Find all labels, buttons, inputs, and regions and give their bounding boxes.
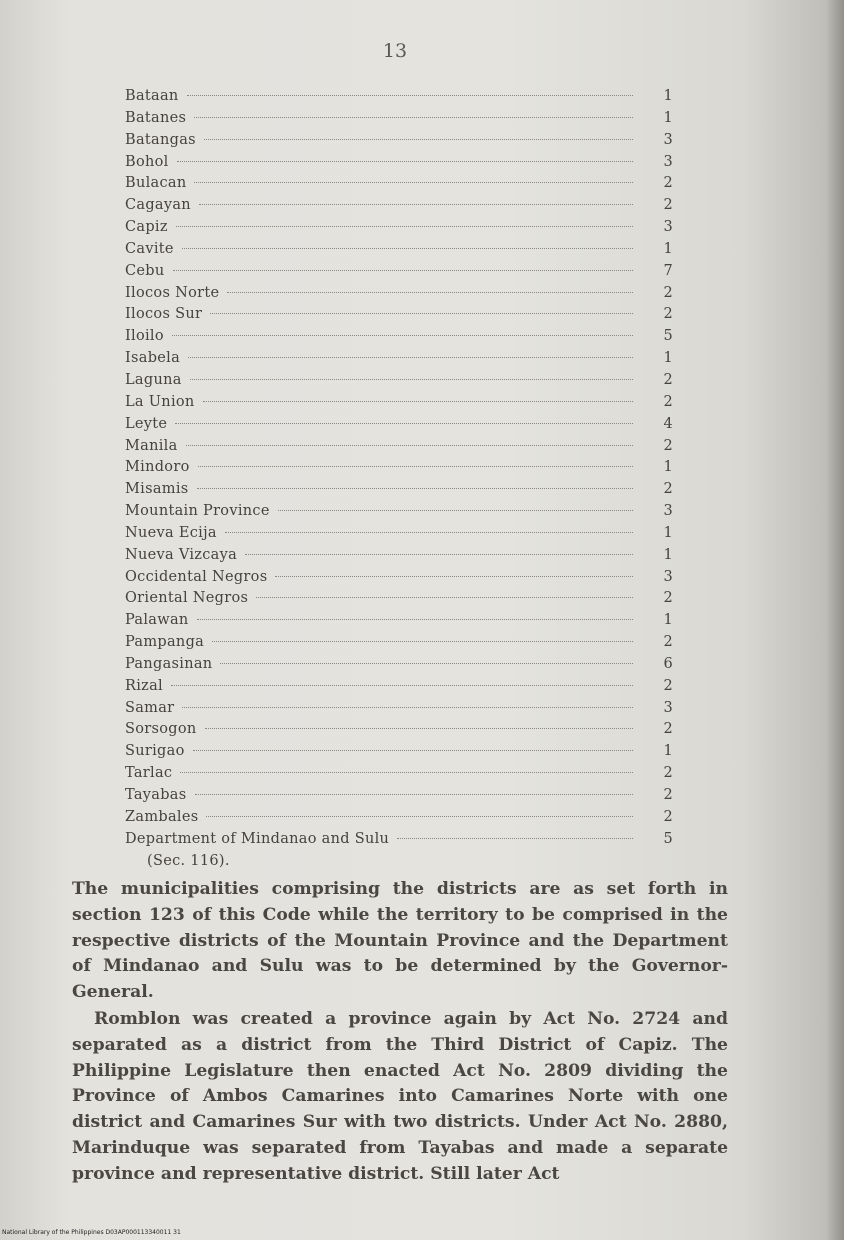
- province-name: Bataan: [125, 88, 179, 104]
- dot-leader: [194, 117, 633, 118]
- list-item: [125, 132, 673, 154]
- province-name: Oriental Negros: [125, 590, 249, 607]
- list-continuation: (Sec. 116).: [147, 852, 230, 869]
- province-district-list: [125, 88, 673, 875]
- district-count: 3: [663, 568, 673, 585]
- list-item: [125, 394, 673, 416]
- paragraph-municipalities: The municipalities comprising the districts are as set forth in section 123 of this Code while the territory to be comprised in the respective districts of the Mountain Province and the Department of Mindanao and Sulu was to be determined by the Governor-General.: [72, 879, 728, 1003]
- district-count: 1: [663, 612, 673, 629]
- district-count: 2: [663, 721, 673, 738]
- province-name: Cagayan: [125, 197, 191, 214]
- dot-leader: [204, 139, 633, 140]
- list-item: [125, 656, 673, 678]
- province-name: Misamis: [125, 481, 189, 498]
- list-item: [125, 459, 673, 481]
- province-name: Pampanga: [125, 634, 205, 651]
- dot-leader: [195, 794, 634, 795]
- dot-leader: [187, 95, 633, 96]
- list-item: [125, 634, 673, 656]
- dot-leader: [190, 379, 633, 380]
- province-name: Pangasinan: [125, 655, 213, 672]
- district-count: 1: [663, 88, 673, 104]
- district-count: 2: [663, 765, 673, 782]
- district-count: 2: [663, 197, 673, 214]
- district-count: 3: [663, 219, 673, 236]
- dot-leader: [197, 488, 634, 489]
- district-count: 4: [663, 415, 673, 432]
- list-item: [125, 612, 673, 634]
- province-name: Zambales: [125, 808, 199, 825]
- province-name: Cebu: [125, 262, 165, 279]
- list-item: [125, 569, 673, 591]
- list-item: [125, 372, 673, 394]
- district-count: 2: [663, 677, 673, 694]
- page-edge-shadow: [826, 0, 844, 1240]
- district-count: 2: [663, 393, 673, 410]
- list-item: [125, 175, 673, 197]
- district-count: 1: [663, 109, 673, 126]
- list-item: [125, 525, 673, 547]
- district-count: 1: [663, 350, 673, 367]
- district-count: 2: [663, 371, 673, 388]
- dot-leader: [227, 292, 633, 293]
- province-name: Bulacan: [125, 175, 187, 192]
- province-name: Ilocos Sur: [125, 306, 203, 323]
- province-name: Mindoro: [125, 459, 190, 476]
- dot-leader: [256, 597, 633, 598]
- district-count: 2: [663, 634, 673, 651]
- district-count: 5: [663, 830, 673, 847]
- district-count: 3: [663, 131, 673, 148]
- library-footer: National Library of the Philippines D03AP000113340011 31: [2, 1229, 181, 1236]
- district-count: 1: [663, 546, 673, 563]
- province-name: Department of Mindanao and Sulu: [125, 830, 390, 847]
- dot-leader: [172, 335, 633, 336]
- province-name: Tayabas: [125, 787, 187, 803]
- province-name: Nueva Ecija: [125, 524, 217, 541]
- list-item: [125, 547, 673, 569]
- district-count: 6: [663, 655, 673, 672]
- dot-leader: [220, 663, 633, 664]
- list-item: [125, 787, 673, 809]
- district-count: 1: [663, 459, 673, 476]
- province-name: Capiz: [125, 219, 168, 236]
- dot-leader: [203, 401, 633, 402]
- list-item: [125, 438, 673, 460]
- province-name: Manila: [125, 437, 178, 454]
- province-name: Iloilo: [125, 328, 164, 345]
- list-item: [125, 241, 673, 263]
- list-item: [125, 219, 673, 241]
- province-name: Rizal: [125, 677, 163, 694]
- district-count: 5: [663, 328, 673, 345]
- dot-leader: [205, 728, 633, 729]
- dot-leader: [186, 445, 633, 446]
- province-name: Surigao: [125, 743, 185, 760]
- province-name: Isabela: [125, 350, 181, 367]
- dot-leader: [225, 532, 633, 533]
- list-item: [125, 590, 673, 612]
- district-count: 2: [663, 437, 673, 454]
- dot-leader: [194, 182, 633, 183]
- province-name: Mountain Province: [125, 503, 270, 520]
- paragraph-romblon: Romblon was created a province again by Act No. 2724 and separated as a district from the Third District of Capiz. The Philippine Legislature then enacted Act No. 2809 dividing the Province of Ambos Camarines into Camarines Norte with one district and Camarines Sur with two districts. Under Act No. 2880, Marinduque was separated from Tayabas and made a separate province and representative district. Still later Act: [72, 1009, 728, 1184]
- list-item: [125, 721, 673, 743]
- dot-leader: [175, 423, 633, 424]
- list-item: [125, 416, 673, 438]
- list-item: [125, 285, 673, 307]
- dot-leader: [199, 204, 633, 205]
- list-item: [125, 197, 673, 219]
- dot-leader: [197, 619, 633, 620]
- list-item: [125, 809, 673, 831]
- province-name: Batangas: [125, 131, 196, 148]
- province-name: Sorsogon: [125, 721, 197, 738]
- dot-leader: [212, 641, 633, 642]
- list-item: [125, 831, 673, 853]
- province-name: Nueva Vizcaya: [125, 546, 238, 563]
- district-count: 2: [663, 808, 673, 825]
- province-name: Cavite: [125, 240, 174, 257]
- dot-leader: [275, 576, 633, 577]
- list-item: [125, 678, 673, 700]
- dot-leader: [182, 248, 633, 249]
- dot-leader: [278, 510, 633, 511]
- district-count: 2: [663, 481, 673, 498]
- dot-leader: [193, 750, 633, 751]
- list-item: [125, 765, 673, 787]
- province-name: Laguna: [125, 371, 182, 388]
- district-count: 3: [663, 153, 673, 170]
- dot-leader: [171, 685, 633, 686]
- dot-leader: [177, 161, 633, 162]
- list-item: [125, 743, 673, 765]
- dot-leader: [245, 554, 633, 555]
- list-item: [125, 110, 673, 132]
- district-count: 1: [663, 743, 673, 760]
- dot-leader: [173, 270, 634, 271]
- province-name: Leyte: [125, 415, 168, 432]
- list-item: [125, 700, 673, 722]
- province-name: Ilocos Norte: [125, 284, 220, 301]
- district-count: 2: [663, 175, 673, 192]
- list-item: [125, 154, 673, 176]
- dot-leader: [180, 772, 633, 773]
- page-number: 13: [382, 40, 408, 62]
- dot-leader: [210, 313, 633, 314]
- list-item: [125, 503, 673, 525]
- list-item: [125, 306, 673, 328]
- district-count: 7: [663, 262, 673, 279]
- dot-leader: [182, 707, 633, 708]
- list-item: [125, 88, 673, 110]
- province-name: Batanes: [125, 109, 187, 126]
- district-count: 2: [663, 787, 673, 803]
- district-count: 3: [663, 699, 673, 716]
- dot-leader: [188, 357, 633, 358]
- district-count: 3: [663, 503, 673, 520]
- district-count: 1: [663, 524, 673, 541]
- province-name: Tarlac: [125, 765, 173, 782]
- dot-leader: [397, 838, 633, 839]
- district-count: 1: [663, 240, 673, 257]
- district-count: 2: [663, 590, 673, 607]
- province-name: La Union: [125, 393, 195, 410]
- dot-leader: [198, 466, 633, 467]
- province-name: Bohol: [125, 153, 169, 170]
- dot-leader: [206, 816, 633, 817]
- province-name: Palawan: [125, 612, 189, 629]
- province-name: Samar: [125, 699, 175, 716]
- province-name: Occidental Negros: [125, 568, 268, 585]
- district-count: 2: [663, 284, 673, 301]
- list-item: [125, 481, 673, 503]
- list-item: [125, 263, 673, 285]
- list-item: [125, 328, 673, 350]
- dot-leader: [176, 226, 633, 227]
- list-item: [125, 350, 673, 372]
- district-count: 2: [663, 306, 673, 323]
